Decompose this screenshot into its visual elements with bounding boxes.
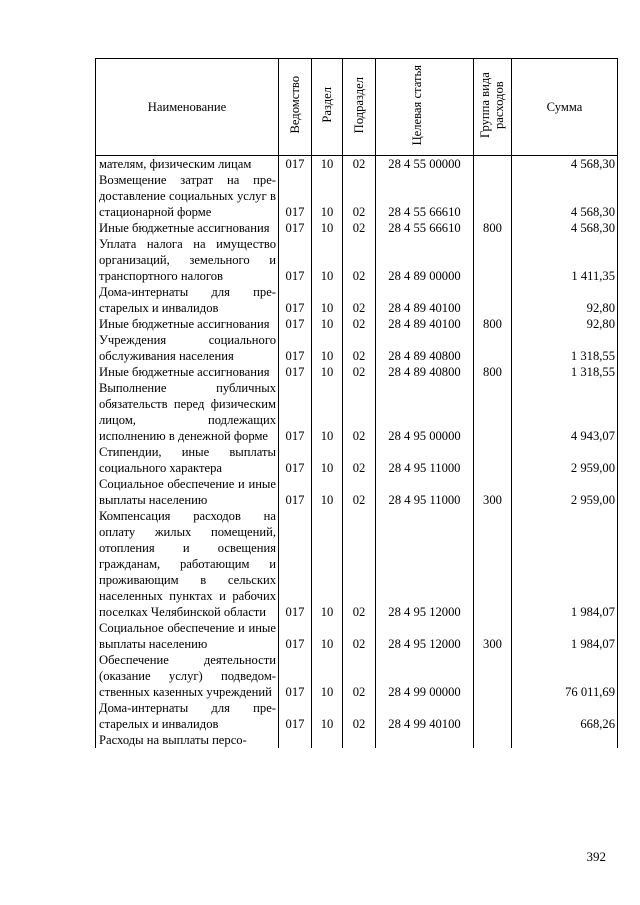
row-vedomstvo: 017 bbox=[279, 220, 312, 236]
row-gruppa: 300 bbox=[474, 476, 512, 508]
row-celevaya-statya: 28 4 95 11000 bbox=[376, 444, 474, 476]
row-gruppa bbox=[474, 700, 512, 732]
row-gruppa: 300 bbox=[474, 620, 512, 652]
row-gruppa bbox=[474, 236, 512, 284]
row-gruppa: 800 bbox=[474, 220, 512, 236]
row-summa: 4 568,30 bbox=[512, 172, 618, 220]
header-podrazdel: Подраздел bbox=[343, 59, 376, 156]
row-gruppa bbox=[474, 652, 512, 700]
row-razdel: 10 bbox=[312, 364, 343, 380]
table-row bbox=[96, 380, 618, 444]
row-summa bbox=[512, 732, 618, 748]
row-razdel: 10 bbox=[312, 156, 343, 173]
row-gruppa: 800 bbox=[474, 364, 512, 380]
row-celevaya-statya: 28 4 89 40800 bbox=[376, 332, 474, 364]
row-summa: 4 943,07 bbox=[512, 380, 618, 444]
row-name: Иные бюджетные ассигнования bbox=[96, 364, 279, 380]
row-name: Дома-интернаты для престарелых и инвалидов bbox=[96, 284, 279, 316]
row-name: Иные бюджетные ассигнования bbox=[96, 316, 279, 332]
row-razdel bbox=[312, 732, 343, 748]
row-celevaya-statya: 28 4 89 00000 bbox=[376, 236, 474, 284]
row-gruppa bbox=[474, 444, 512, 476]
row-celevaya-statya: 28 4 55 66610 bbox=[376, 220, 474, 236]
row-name: Расходы на выплаты персо- bbox=[96, 732, 279, 748]
row-gruppa bbox=[474, 172, 512, 220]
row-podrazdel: 02 bbox=[343, 156, 376, 173]
row-vedomstvo: 017 bbox=[279, 364, 312, 380]
budget-table bbox=[95, 58, 618, 748]
row-summa: 2 959,00 bbox=[512, 476, 618, 508]
row-name: Дома-интернаты для престарелых и инвалидов bbox=[96, 700, 279, 732]
row-podrazdel: 02 bbox=[343, 172, 376, 220]
row-razdel: 10 bbox=[312, 284, 343, 316]
row-vedomstvo: 017 bbox=[279, 156, 312, 173]
row-podrazdel: 02 bbox=[343, 620, 376, 652]
row-celevaya-statya: 28 4 89 40100 bbox=[376, 316, 474, 332]
row-podrazdel: 02 bbox=[343, 220, 376, 236]
header-summa: Сумма bbox=[512, 59, 618, 156]
row-summa: 76 011,69 bbox=[512, 652, 618, 700]
row-name: Учреждения социального обслуживания населения bbox=[96, 332, 279, 364]
table-row bbox=[96, 316, 618, 332]
row-gruppa bbox=[474, 380, 512, 444]
row-podrazdel: 02 bbox=[343, 652, 376, 700]
row-gruppa bbox=[474, 732, 512, 748]
table-header bbox=[96, 59, 618, 156]
row-razdel: 10 bbox=[312, 700, 343, 732]
row-summa: 92,80 bbox=[512, 284, 618, 316]
row-podrazdel: 02 bbox=[343, 332, 376, 364]
table-row bbox=[96, 700, 618, 732]
row-podrazdel: 02 bbox=[343, 508, 376, 620]
row-podrazdel: 02 bbox=[343, 380, 376, 444]
row-podrazdel: 02 bbox=[343, 700, 376, 732]
table-row bbox=[96, 620, 618, 652]
table-body bbox=[96, 156, 618, 749]
row-name: Социальное обеспечение и иные выплаты населению bbox=[96, 476, 279, 508]
table-row bbox=[96, 476, 618, 508]
row-celevaya-statya: 28 4 99 40100 bbox=[376, 700, 474, 732]
row-celevaya-statya bbox=[376, 732, 474, 748]
row-celevaya-statya: 28 4 55 00000 bbox=[376, 156, 474, 173]
row-podrazdel bbox=[343, 732, 376, 748]
table-row bbox=[96, 220, 618, 236]
row-podrazdel: 02 bbox=[343, 444, 376, 476]
row-razdel: 10 bbox=[312, 508, 343, 620]
row-vedomstvo: 017 bbox=[279, 444, 312, 476]
row-summa: 1 984,07 bbox=[512, 620, 618, 652]
header-gruppa: Группа вида расходов bbox=[474, 59, 512, 156]
row-podrazdel: 02 bbox=[343, 364, 376, 380]
row-gruppa bbox=[474, 156, 512, 173]
table-row bbox=[96, 652, 618, 700]
row-razdel: 10 bbox=[312, 316, 343, 332]
row-celevaya-statya: 28 4 95 12000 bbox=[376, 508, 474, 620]
row-name: Обеспечение деятельности (оказание услуг) подведомственных казенных учреждений bbox=[96, 652, 279, 700]
header-celevaya: Целевая статья bbox=[376, 59, 474, 156]
row-name: Уплата налога на имущество организаций, земельного и транспортного налогов bbox=[96, 236, 279, 284]
row-gruppa bbox=[474, 332, 512, 364]
row-razdel: 10 bbox=[312, 652, 343, 700]
header-name: Наименование bbox=[96, 59, 279, 156]
table-row bbox=[96, 156, 618, 173]
row-summa: 1 318,55 bbox=[512, 332, 618, 364]
row-celevaya-statya: 28 4 55 66610 bbox=[376, 172, 474, 220]
row-summa: 1 984,07 bbox=[512, 508, 618, 620]
row-celevaya-statya: 28 4 95 00000 bbox=[376, 380, 474, 444]
table-row bbox=[96, 332, 618, 364]
page-number: 392 bbox=[586, 849, 606, 864]
row-vedomstvo: 017 bbox=[279, 316, 312, 332]
row-vedomstvo: 017 bbox=[279, 620, 312, 652]
row-summa: 4 568,30 bbox=[512, 156, 618, 173]
row-name: Стипендии, иные выплаты социального характера bbox=[96, 444, 279, 476]
row-name: Иные бюджетные ассигнования bbox=[96, 220, 279, 236]
row-podrazdel: 02 bbox=[343, 316, 376, 332]
table-row bbox=[96, 732, 618, 748]
row-razdel: 10 bbox=[312, 620, 343, 652]
row-razdel: 10 bbox=[312, 380, 343, 444]
row-name: Возмещение затрат на предоставление социальных услуг в стационарной форме bbox=[96, 172, 279, 220]
row-vedomstvo bbox=[279, 732, 312, 748]
row-podrazdel: 02 bbox=[343, 236, 376, 284]
row-vedomstvo: 017 bbox=[279, 508, 312, 620]
table-row bbox=[96, 444, 618, 476]
row-summa: 1 318,55 bbox=[512, 364, 618, 380]
table-row bbox=[96, 508, 618, 620]
row-summa: 4 568,30 bbox=[512, 220, 618, 236]
row-razdel: 10 bbox=[312, 476, 343, 508]
row-vedomstvo: 017 bbox=[279, 172, 312, 220]
row-name: Выполнение публичных обязательств перед физическим лицом, подлежащих исполнению в денежной форме bbox=[96, 380, 279, 444]
row-vedomstvo: 017 bbox=[279, 700, 312, 732]
row-gruppa bbox=[474, 284, 512, 316]
row-celevaya-statya: 28 4 89 40800 bbox=[376, 364, 474, 380]
row-name: мателям, физическим лицам bbox=[96, 156, 279, 173]
header-razdel: Раздел bbox=[312, 59, 343, 156]
header-vedomstvo: Ведомство bbox=[279, 59, 312, 156]
row-razdel: 10 bbox=[312, 220, 343, 236]
table-row bbox=[96, 364, 618, 380]
row-summa: 2 959,00 bbox=[512, 444, 618, 476]
row-name: Компенсация расходов на оплату жилых помещений, отопления и освещения гражданам, работающим и проживающим в сельских населенных пунктах и рабочих поселках Челябинской области bbox=[96, 508, 279, 620]
table-row bbox=[96, 172, 618, 220]
row-gruppa bbox=[474, 508, 512, 620]
row-podrazdel: 02 bbox=[343, 284, 376, 316]
row-podrazdel: 02 bbox=[343, 476, 376, 508]
row-vedomstvo: 017 bbox=[279, 476, 312, 508]
row-summa: 668,26 bbox=[512, 700, 618, 732]
row-gruppa: 800 bbox=[474, 316, 512, 332]
row-razdel: 10 bbox=[312, 236, 343, 284]
row-celevaya-statya: 28 4 95 11000 bbox=[376, 476, 474, 508]
row-summa: 1 411,35 bbox=[512, 236, 618, 284]
table-row bbox=[96, 284, 618, 316]
row-vedomstvo: 017 bbox=[279, 652, 312, 700]
row-razdel: 10 bbox=[312, 332, 343, 364]
row-vedomstvo: 017 bbox=[279, 380, 312, 444]
row-name: Социальное обеспечение и иные выплаты населению bbox=[96, 620, 279, 652]
row-summa: 92,80 bbox=[512, 316, 618, 332]
row-vedomstvo: 017 bbox=[279, 236, 312, 284]
table-row bbox=[96, 236, 618, 284]
row-celevaya-statya: 28 4 99 00000 bbox=[376, 652, 474, 700]
row-razdel: 10 bbox=[312, 172, 343, 220]
row-vedomstvo: 017 bbox=[279, 332, 312, 364]
row-celevaya-statya: 28 4 89 40100 bbox=[376, 284, 474, 316]
row-vedomstvo: 017 bbox=[279, 284, 312, 316]
row-celevaya-statya: 28 4 95 12000 bbox=[376, 620, 474, 652]
row-razdel: 10 bbox=[312, 444, 343, 476]
